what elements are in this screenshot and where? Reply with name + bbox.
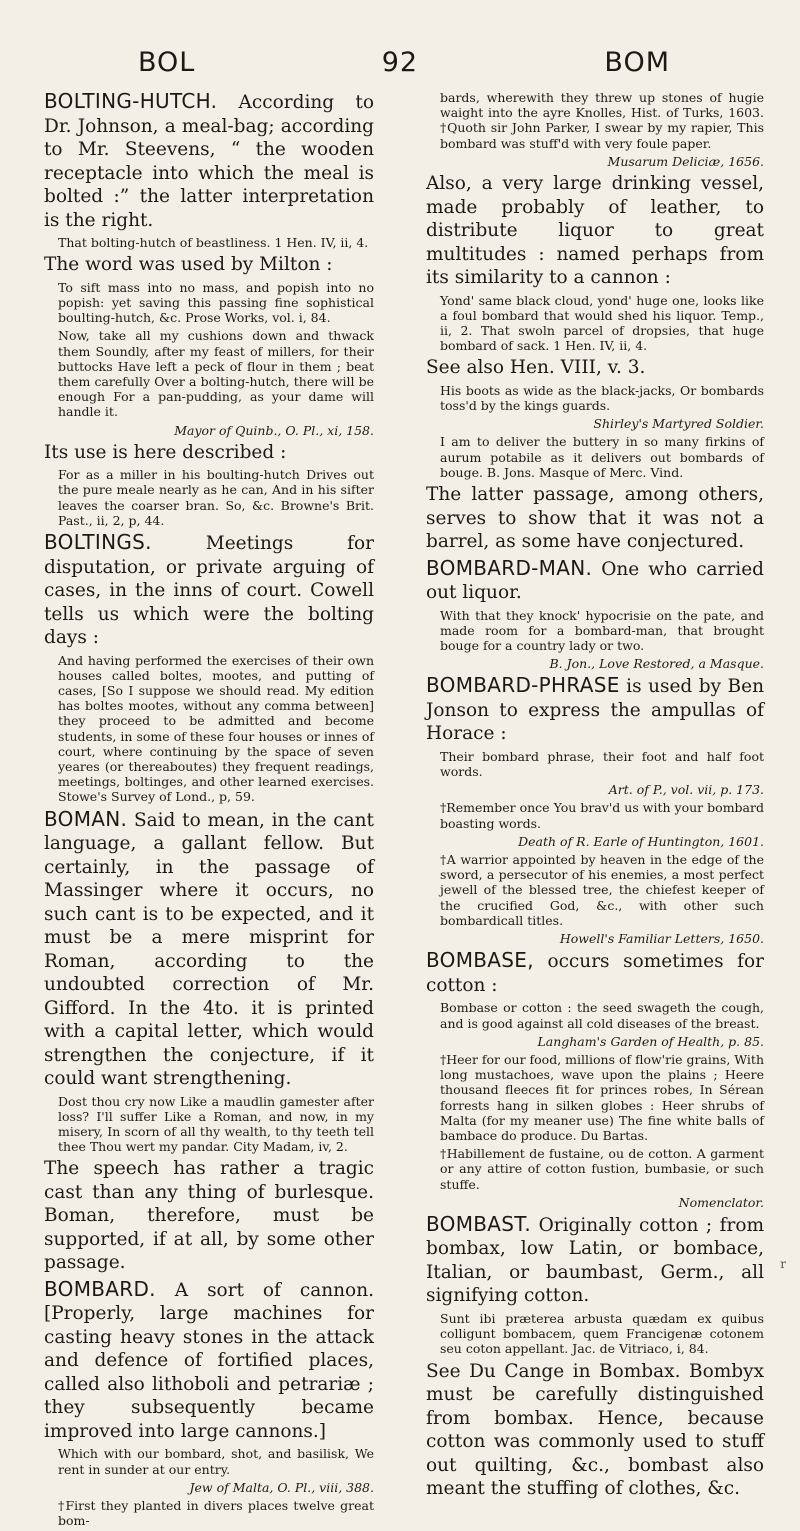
dictionary-entry (426, 674, 764, 746)
left-column (44, 90, 374, 1531)
citation-quote: Which with our bombard, shot, and basilisk, We rent in sunder at our entry. (58, 1446, 374, 1477)
citation-source: Shirley's Martyred Soldier. (593, 416, 764, 432)
dictionary-entry (44, 808, 374, 1091)
entry-text: occurs sometimes for cotton : (426, 951, 764, 996)
entry-headword: BOMBARD-PHRASE (426, 673, 620, 698)
citation-quote: For as a miller in his boulting-hutch Drives out the pure meale nearly as he can, And in his sifter leaves the coarser bran. So, &c. Browne's Brit. Past., ii, 2, p, 44. (58, 467, 374, 528)
header-left-guideword: BOL (138, 46, 196, 78)
citation-source: B. Jon., Love Restored, a Masque. (549, 656, 764, 672)
dictionary-entry (426, 949, 764, 997)
margin-mark: r (780, 1257, 786, 1271)
dictionary-entry (426, 356, 764, 380)
citation-source: Musarum Deliciæ, 1656. (607, 153, 764, 169)
citation-quote: That bolting-hutch of beastliness. 1 Hen. IV, ii, 4. (58, 235, 369, 250)
dictionary-entry (44, 90, 374, 232)
entry-headword: BOLTING-HUTCH. (44, 89, 218, 113)
citation-quote: I am to deliver the buttery in so many firkins of aurum potabile as it delivers out bombards of bouge. B. Jons. Masque of Merc. Vind. (440, 434, 764, 480)
citation-quote: †Remember once You brav'd us with your bombard boasting words. (440, 800, 764, 831)
citation-quote: †Heer for our food, millions of flow'rie grains, With long mustachoes, wave upon the plains ; Heere thousand fleeces fit for princes robes, In Sérean forrests hang in silken globes : Heer shrubs of Malta (for my meaner use) The fine white balls of bambace do produce. Du Bartas. (440, 1051, 764, 1143)
entry-text: See Du Cange in Bombax. Bombyx must be carefully distinguished from bombax. Hence, because cotton was commonly used to stuff out quilting, &c., bombast also meant the stuffing of clothes, &c. (426, 1360, 764, 1500)
citation-quote: Their bombard phrase, their foot and half foot words. (440, 748, 764, 780)
citation-quote: †A warrior appointed by heaven in the edge of the sword, a persecutor of his enemies, a most perfect jewell of the blessed tree, the chiefest keeper of the crucified God, &c., with other such bombardicall titles. (440, 852, 764, 928)
dictionary-entry (44, 1278, 374, 1444)
dictionary-entry (426, 1213, 764, 1308)
entry-headword: BOMBAST. (426, 1211, 532, 1236)
dictionary-entry (426, 483, 764, 554)
entry-headword: BOLTINGS. (44, 530, 152, 555)
citation-quote: Sunt ibi præterea arbusta quædam ex quibus colligunt bombacem, quem Francigenæ cotonem seu coton appellant. Jac. de Vitriaco, i, 84. (440, 1310, 764, 1357)
entry-text: According to Dr. Johnson, a meal-bag; according to Mr. Steevens, “ the wooden receptacle into which the meal is bolted :” the latter interpretation is the right. (44, 92, 374, 231)
dictionary-entry (44, 531, 374, 650)
citation-quote: bards, wherewith they threw up stones of hugie waight into the ayre Knolles, Hist. of Turks, 1603. †Quoth sir John Parker, I swear by my rapier, This bombard was stuff'd with very foule paper. (440, 90, 764, 151)
entry-text: Originally cotton ; from bombax, low Latin, or bombace, Italian, or baumbast, Germ., all signifying cotton. (426, 1214, 764, 1307)
citation-quote: With that they knock' hypocrisie on the pate, and made room for a bombard-man, that brought bouge for a country lady or two. (440, 607, 764, 653)
citation-source: Death of R. Earle of Huntington, 1601. (518, 833, 764, 849)
entry-text: Also, a very large drinking vessel, made probably of leather, to distribute liquor to great multitudes : named perhaps from its similarity to a cannon : (426, 173, 764, 289)
citation-quote: To sift mass into no mass, and popish into no popish: yet saving this passing fine sophistical boulting-hutch, &c. Prose Works, vol. i, 84. (58, 279, 374, 326)
dictionary-entry (44, 441, 374, 465)
citation-quote: Dost thou cry now Like a maudlin gamester after loss? I'll suffer Like a Roman, and now, in my misery, In scorn of all thy wealth, to thy teeth tell thee Thou wert my pandar. City Madam, iv, 2. (58, 1093, 374, 1155)
entry-text: The latter passage, among others, serves to show that it was not a barrel, as some have conjectured. (426, 484, 764, 553)
header-right-guideword: BOM (604, 46, 670, 78)
entry-text: The speech has rather a tragic cast than any thing of burlesque. Boman, therefore, must be supported, if at all, by some other passage. (44, 1158, 374, 1274)
citation-source: Jew of Malta, O. Pl., viii, 388. (189, 1479, 374, 1495)
dictionary-entry (426, 1360, 764, 1501)
dictionary-entry (44, 1157, 374, 1275)
citation-quote: And having performed the exercises of their own houses called boltes, mootes, and putting of cases, [So I suppose we should read. My edition has boltes mootes, without any comma between] they proceed to be admitted and become students, in some of these four houses or innes of court, where continuing by the space of seven yeares (or thereaboutes) they frequent readings, meetings, boltinges, and other learned exercises. Stowe's Survey of Lond., p, 59. (58, 652, 374, 805)
citation-quote: Now, take all my cushions down and thwack them Soundly, after my feast of millers, for their buttocks Have left a peck of flour in them ; beat them carefully Over a bolting-hutch, there will be enough For a pan-pudding, as your dame will handle it. (58, 328, 374, 420)
right-column (426, 90, 764, 1504)
citation-quote: Bombase or cotton : the seed swageth the cough, and is good against all cold diseases of the breast. (440, 1000, 764, 1031)
page-header (0, 40, 800, 84)
entry-text: Its use is here described : (44, 441, 287, 463)
entry-headword: BOMAN. (44, 806, 128, 831)
page-number: 92 (381, 46, 419, 78)
entry-text: Meetings for disputation, or private arguing of cases, in the inns of court. Cowell tells us which were the bolting days : (44, 533, 374, 649)
citation-source: Mayor of Quinb., O. Pl., xi, 158. (174, 422, 374, 438)
citation-quote: His boots as wide as the black-jacks, Or bombards toss'd by the kings guards. (440, 382, 764, 414)
entry-text: A sort of cannon. [Properly, large machines for casting heavy stones in the attack and defence of fortified places, called also lithoboli and petrariæ ; they subsequently became improved into large cannons.] (44, 1279, 374, 1442)
entry-text: The word was used by Milton : (44, 254, 333, 276)
citation-source: Art. of P., vol. vii, p. 173. (608, 782, 764, 798)
dictionary-entry (44, 253, 374, 277)
dictionary-entry (426, 172, 764, 290)
entry-headword: BOMBARD-MAN. (426, 555, 593, 580)
dictionary-entry (426, 557, 764, 605)
citation-source: Howell's Familiar Letters, 1650. (559, 931, 764, 947)
entry-text: See also Hen. VIII, v. 3. (426, 357, 646, 379)
entry-text: is used by Ben Jonson to express the ampullas of Horace : (426, 676, 764, 745)
entry-headword: BOMBASE, (426, 948, 534, 973)
citation-source: Langham's Garden of Health, p. 85. (537, 1033, 764, 1049)
citation-quote: Yond' same black cloud, yond' huge one, looks like a foul bombard that would shed his liquor. Temp., ii, 2. That swoln parcel of dropsies, that huge bombard of sack. 1 Hen. IV, ii, 4. (440, 292, 764, 354)
citation-source: Nomenclator. (678, 1194, 764, 1210)
citation-quote: †Habillement de fustaine, ou de cotton. A garment or any attire of cotton fustion, bumbasie, or such stuffe. (440, 1146, 764, 1192)
entry-text: One who carried out liquor. (426, 558, 764, 604)
entry-headword: BOMBARD. (44, 1276, 156, 1301)
entry-text: Said to mean, in the cant language, a gallant fellow. But certainly, in the passage of Massinger where it occurs, no such cant is to be expected, and it must be a mere misprint for Roman, according to the undoubted correction of Mr. Gifford. In the 4to. it is printed with a capital letter, which would strengthen the conjecture, if it could want strengthening. (44, 809, 374, 1090)
citation-quote: †First they planted in divers places twelve great bom- (58, 1498, 374, 1529)
